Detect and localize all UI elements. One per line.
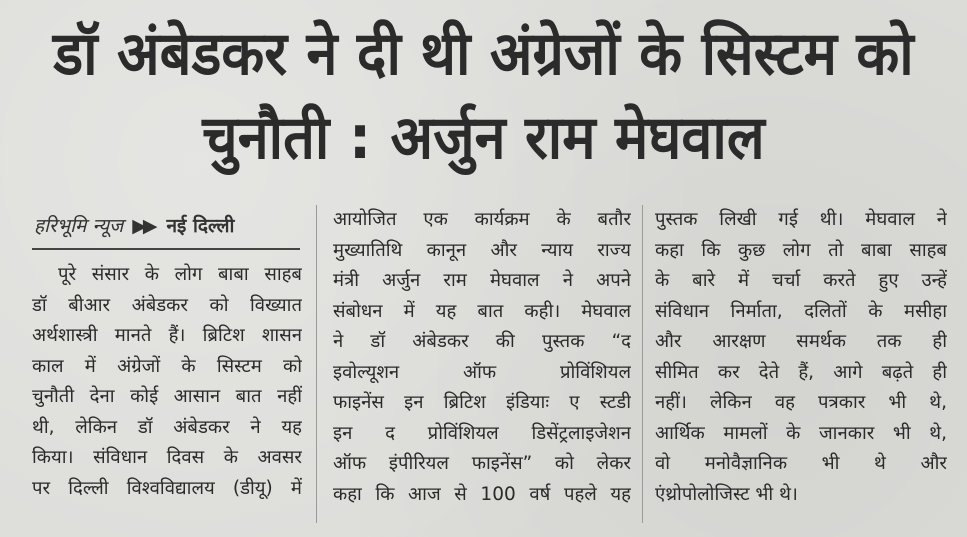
text-line: ऑफ इंपीरियल फाइनेंस” को लेकर [333,453,631,474]
article-column-3 [655,205,947,510]
text-line: नहीं। लेकिन वह पत्रकार भी थे, [655,392,947,413]
text-line: आर्थिक मामलों के जानकार भी थे, [655,422,947,444]
text-line: मुख्यातिथि कानून और न्याय राज्य [333,239,631,261]
text-line: कहा कि आज से 100 वर्ष पहले यह [333,483,631,505]
byline [34,210,300,242]
text-line: ने डॉ अंबेडकर की पुस्तक “द [333,331,631,352]
text-line: पर दिल्ली विश्वविद्यालय (डीयू) में [32,477,302,499]
article-column-2 [333,205,631,510]
byline-source: हरिभूमि न्यूज [34,215,124,237]
text-line: इन द प्रोविंशियल डिसेंट्रलाइजेशन [333,422,631,444]
text-line: फाइनेंस इन ब्रिटिश इंडियाः ए स्टडी [333,392,631,413]
text-line: कहा कि कुछ लोग तो बाबा साहब [655,239,947,261]
text-line: इवोल्यूशन ऑफ प्रोविंशियल [333,361,631,383]
headline-line-2: चुनौती : अर्जुन राम मेघवाल [202,103,765,173]
text-line: एंथ्रोपोलोजिस्ट भी थे। [655,483,798,505]
text-line: चुनौती देना कोई आसान बात नहीं [32,386,302,407]
text-line: किया। संविधान दिवस के अवसर [32,447,302,468]
column-divider [316,205,317,523]
text-line: मंत्री अर्जुन राम मेघवाल ने अपने [333,270,631,291]
article-column-1 [32,260,302,504]
text-line: के बारे में चर्चा करते हुए उन्हें [655,270,947,291]
text-line: थी, लेकिन डॉ अंबेडकर ने यह [32,416,302,438]
text-line: वो मनोवैज्ञानिक भी थे और [655,453,947,474]
text-line: काल में अंग्रेजों के सिस्टम को [32,355,302,377]
byline-divider [32,248,300,250]
text-line: और आरक्षण समर्थक तक ही [655,331,947,352]
column-divider [642,205,643,523]
text-line: संविधान निर्माता, दलितों के मसीहा [655,300,947,322]
text-line: आयोजित एक कार्यक्रम के बतौर [333,209,631,230]
headline-line-1: डॉ अंबेडकर ने दी थी अंग्रेजों के सिस्टम को [53,19,914,89]
byline-place: नई दिल्ली [166,215,235,237]
byline-arrows-icon: ▶▶ [132,215,154,237]
text-line: पूरे संसार के लोग बाबा साहब [58,264,302,285]
text-line: सीमित कर देते हैं, आगे बढ़ते ही [655,361,947,383]
text-line: अर्थशास्त्री मानते हैं। ब्रिटिश शासन [32,325,302,346]
text-line: पुस्तक लिखी गई थी। मेघवाल ने [655,209,947,230]
text-line: डॉ बीआर अंबेडकर को विख्यात [32,294,302,316]
text-line: संबोधन में यह बात कही। मेघवाल [333,300,631,322]
